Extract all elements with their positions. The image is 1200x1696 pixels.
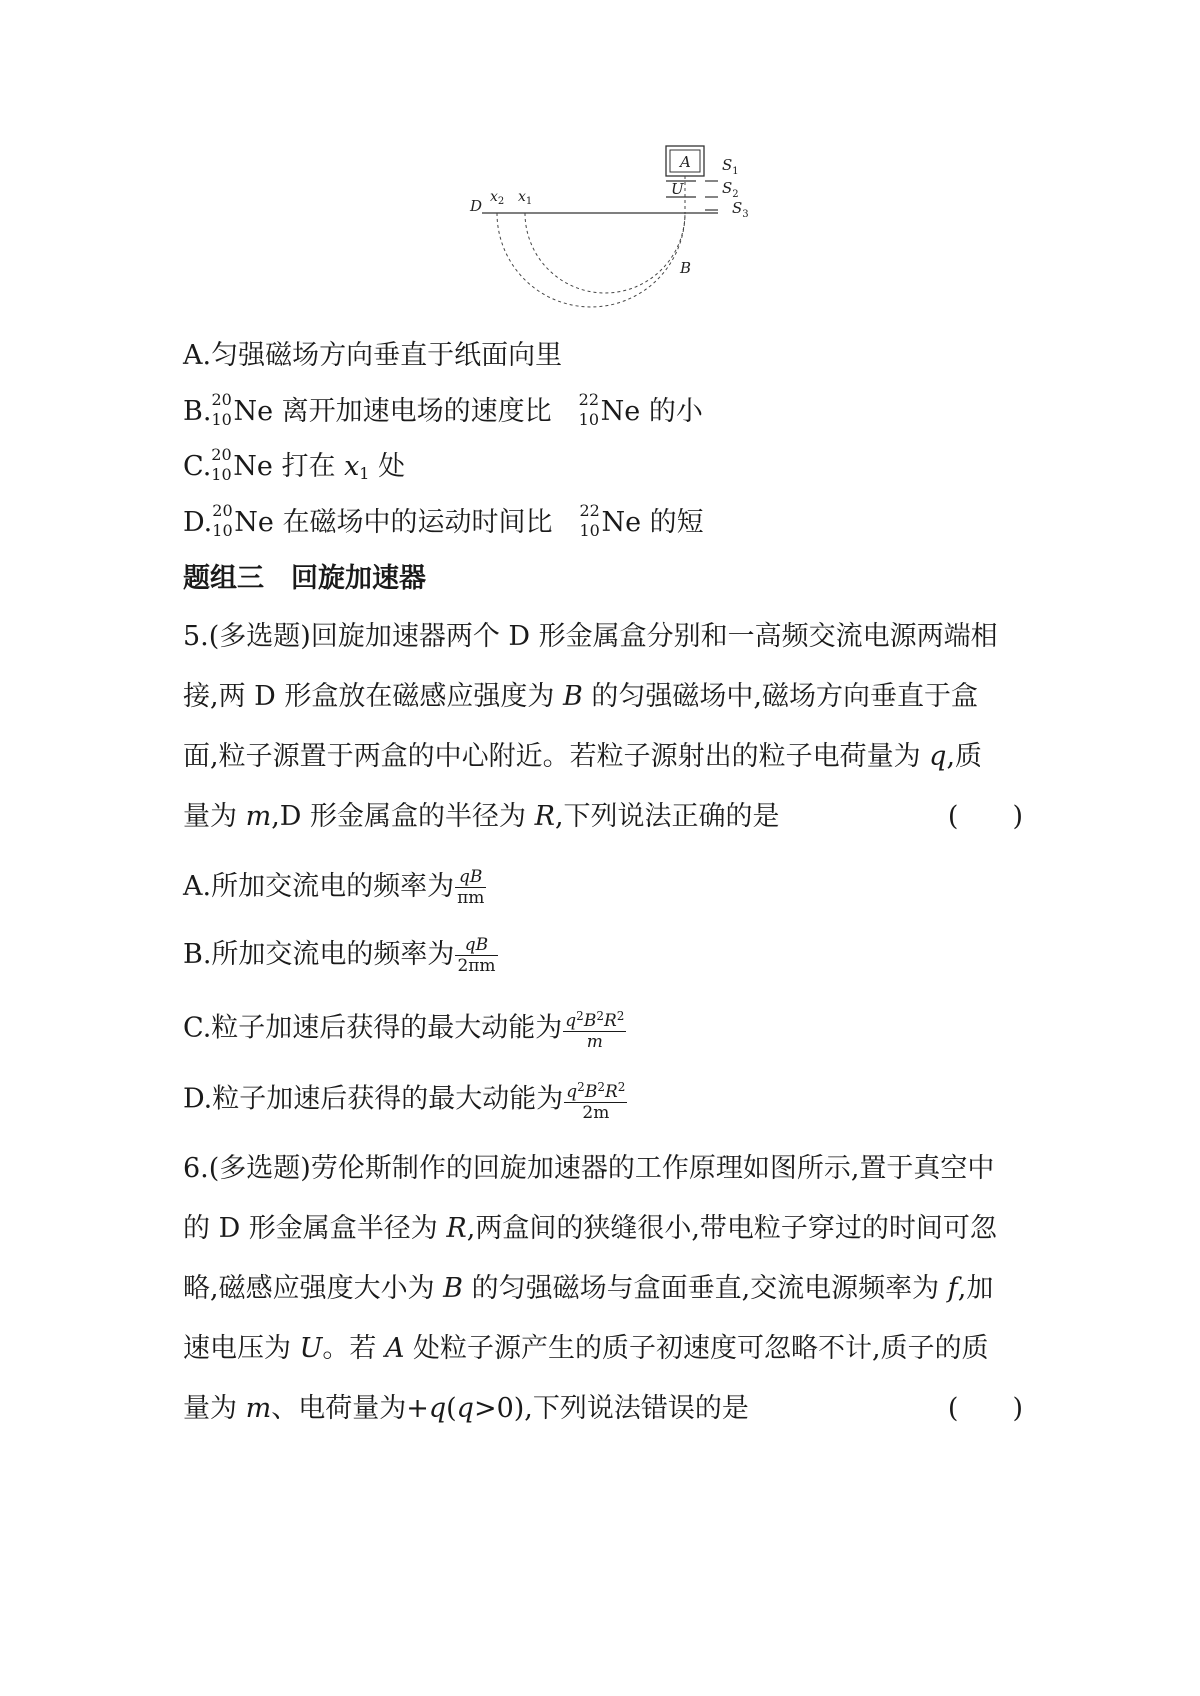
answer-paren: ( ) — [947, 1393, 1023, 1424]
frac-kinetic-energy-m: $\frac{q^2B^2R^2}{m}$ — [563, 1006, 626, 1052]
q5-option-d: D.粒子加速后获得的最大动能为 $\frac{q^2B^2R^2}{2m}$ — [183, 1077, 627, 1123]
q4-option-c: C. 20 10 Ne 打在 $x_1$ 处 — [183, 445, 406, 484]
answer-paren: ( ) — [947, 801, 1023, 832]
frac-kinetic-energy-2m: $\frac{q^2B^2R^2}{2m}$ — [564, 1077, 627, 1123]
q5-option-b: B.所加交流电的频率为 $\frac{qB}{2\pi m}$ — [183, 935, 496, 976]
q6-line-1: 6.(多选题)劳伦斯制作的回旋加速器的工作原理如图所示,置于真空中 — [183, 1153, 995, 1184]
q5-option-a: A.所加交流电的频率为 $\frac{qB}{\pi m}$ — [183, 867, 485, 908]
q5-line-2: 接,两 D 形盒放在磁感应强度为 B 的匀强磁场中,磁场方向垂直于盒 — [183, 681, 978, 712]
trajectory-x2 — [497, 213, 685, 307]
label-B: B — [680, 259, 692, 277]
q4-option-d: D. 20 10 Ne 在磁场中的运动时间比 22 10 Ne 的短 — [183, 501, 704, 540]
frac-qB-over-pim: $\frac{qB}{\pi m}$ — [457, 867, 485, 908]
q5-line-1: 5.(多选题)回旋加速器两个 D 形金属盒分别和一高频交流电源两端相 — [183, 621, 998, 652]
trajectory-x1 — [525, 213, 685, 293]
label-x2: $x_2$ — [490, 189, 505, 207]
q4-option-b: B. 20 10 Ne 离开加速电场的速度比 22 10 Ne 的小 — [183, 390, 703, 429]
section-heading: 题组三 回旋加速器 — [183, 563, 426, 594]
q5-line-3: 面,粒子源置于两盒的中心附近。若粒子源射出的粒子电荷量为 q,质 — [183, 741, 983, 772]
isotope-ne22: 22 10 — [579, 501, 600, 540]
label-D: D — [470, 197, 483, 215]
q4-option-a: A.匀强磁场方向垂直于纸面向里 — [183, 340, 563, 371]
isotope-ne20: 20 10 — [211, 390, 232, 429]
isotope-ne22: 22 10 — [578, 390, 599, 429]
label-S3: $S_3$ — [732, 199, 749, 220]
q5-line-4: 量为 m,D 形金属盒的半径为 R,下列说法正确的是 ( ) — [183, 797, 1023, 837]
label-U: U — [671, 180, 684, 198]
label-S2: $S_2$ — [722, 179, 739, 200]
q6-line-3: 略,磁感应强度大小为 B 的匀强磁场与盒面垂直,交流电源频率为 f,加 — [183, 1273, 994, 1304]
label-x1: $x_1$ — [518, 189, 533, 207]
q5-option-c: C.粒子加速后获得的最大动能为 $\frac{q^2B^2R^2}{m}$ — [183, 1006, 626, 1052]
label-A: A — [680, 153, 691, 171]
isotope-ne20: 20 10 — [211, 445, 232, 484]
mass-spectrometer-figure — [460, 140, 770, 325]
q6-line-5: 量为 m、电荷量为+q(q>0),下列说法错误的是 ( ) — [183, 1389, 1023, 1429]
label-S1: $S_1$ — [722, 156, 739, 177]
isotope-ne20: 20 10 — [212, 501, 233, 540]
frac-qB-over-2pim: $\frac{qB}{2\pi m}$ — [457, 935, 496, 976]
q6-line-2: 的 D 形金属盒半径为 R,两盒间的狭缝很小,带电粒子穿过的时间可忽 — [183, 1213, 997, 1244]
q6-line-4: 速电压为 U。若 A 处粒子源产生的质子初速度可忽略不计,质子的质 — [183, 1333, 989, 1364]
